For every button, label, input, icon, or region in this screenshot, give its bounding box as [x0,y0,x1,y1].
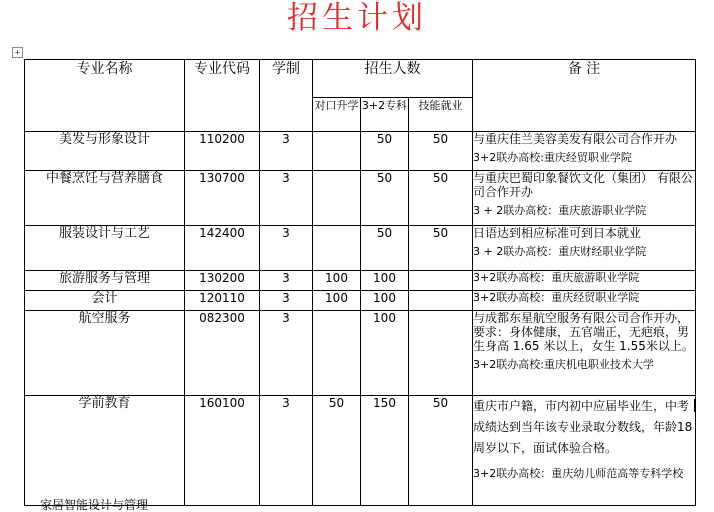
count-three-two: 100 [361,271,409,291]
major-years: 3 [260,311,313,396]
count-duikou [313,226,361,271]
count-duikou: 100 [313,271,361,291]
table-row [25,291,696,311]
major-code: 120110 [185,291,260,311]
major-name: 会计 [25,291,185,311]
header-row [25,60,696,98]
header-major: 专业名称 [25,60,185,132]
note-text: 与成都东星航空服务有限公司合作开办，要求：身体健康，五官端正，无疤痕，男生身高 1.65 米以上，女生 1.55米以上。 [473,311,694,353]
major-name: 中餐烹饪与营养膳食 [25,171,185,226]
major-code: 110200 [185,132,260,171]
page-title: 招生计划 [287,0,427,36]
next-row-name: 家居智能设计与管理 [40,498,149,512]
next-row-partial [24,498,184,512]
count-three-two: 50 [361,226,409,271]
count-skill: 50 [409,171,473,226]
header-enroll: 招生人数 [313,60,473,98]
major-years: 3 [260,132,313,171]
table-row [25,271,696,291]
major-code: 130700 [185,171,260,226]
count-skill [409,291,473,311]
table-row [25,171,696,226]
count-skill: 50 [409,226,473,271]
major-years: 3 [260,271,313,291]
count-three-two: 150 [361,396,409,506]
note-text: 与重庆巴蜀印象餐饮文化（集团） 有限公司合作开办 [473,171,693,199]
major-name: 美发与形象设计 [25,132,185,171]
major-name: 学前教育 [25,396,185,506]
major-years: 3 [260,291,313,311]
count-duikou: 50 [313,396,361,506]
note-text: 3 + 2联办高校：重庆旅游职业学院 [473,204,647,217]
notes-cell [473,132,696,171]
major-years: 3 [260,226,313,271]
table-row [25,226,696,271]
count-three-two: 50 [361,171,409,226]
table-move-handle-icon[interactable]: + [12,47,23,58]
major-name: 旅游服务与管理 [25,271,185,291]
table-row [25,311,696,396]
header-years: 学制 [260,60,313,132]
count-duikou: 100 [313,291,361,311]
major-code: 130200 [185,271,260,291]
note-text: 3+2联办高校:重庆经贸职业学院 [473,151,632,164]
count-duikou [313,132,361,171]
count-skill: 50 [409,132,473,171]
note-text: 3+2联办高校：重庆旅游职业学院 [473,271,640,284]
header-notes: 备 注 [473,60,696,132]
notes-cell [473,396,696,506]
major-code: 142400 [185,226,260,271]
count-skill [409,271,473,291]
major-name: 服装设计与工艺 [25,226,185,271]
subheader-duikou: 对口升学 [313,98,361,132]
count-three-two: 100 [361,311,409,396]
subheader-skill: 技能就业 [409,98,473,132]
count-three-two: 50 [361,132,409,171]
table-row [25,132,696,171]
major-code: 082300 [185,311,260,396]
count-three-two: 100 [361,291,409,311]
header-code: 专业代码 [185,60,260,132]
note-text: 重庆市户籍，市内初中应届毕业生，中考成绩达到当年该专业录取分数线，年龄18周岁以下，面试体验合格。 [473,399,693,455]
count-skill [409,311,473,396]
count-skill: 50 [409,396,473,506]
major-name: 航空服务 [25,311,185,396]
enrollment-table [24,59,696,506]
notes-cell [473,291,696,311]
note-text: 3+2联办高校：重庆幼儿师范高等专科学校 [473,467,684,480]
note-text: 3+2联办高校:重庆机电职业技术大学 [473,358,654,371]
count-duikou [313,171,361,226]
count-duikou [313,311,361,396]
major-code: 160100 [185,396,260,506]
notes-cell [473,226,696,271]
major-years: 3 [260,171,313,226]
note-text: 日语达到相应标准可到日本就业 [473,226,642,240]
major-years: 3 [260,396,313,506]
text-cursor [694,399,695,412]
notes-cell [473,171,696,226]
subheader-three-two: 3+2专科 [361,98,409,132]
notes-cell [473,271,696,291]
note-text: 3 + 2联办高校：重庆财经职业学院 [473,245,647,258]
note-text: 3+2联办高校：重庆经贸职业学院 [473,291,640,304]
notes-cell [473,311,696,396]
note-text: 与重庆佳兰美容美发有限公司合作开办 [473,132,678,146]
table-row [25,396,696,506]
